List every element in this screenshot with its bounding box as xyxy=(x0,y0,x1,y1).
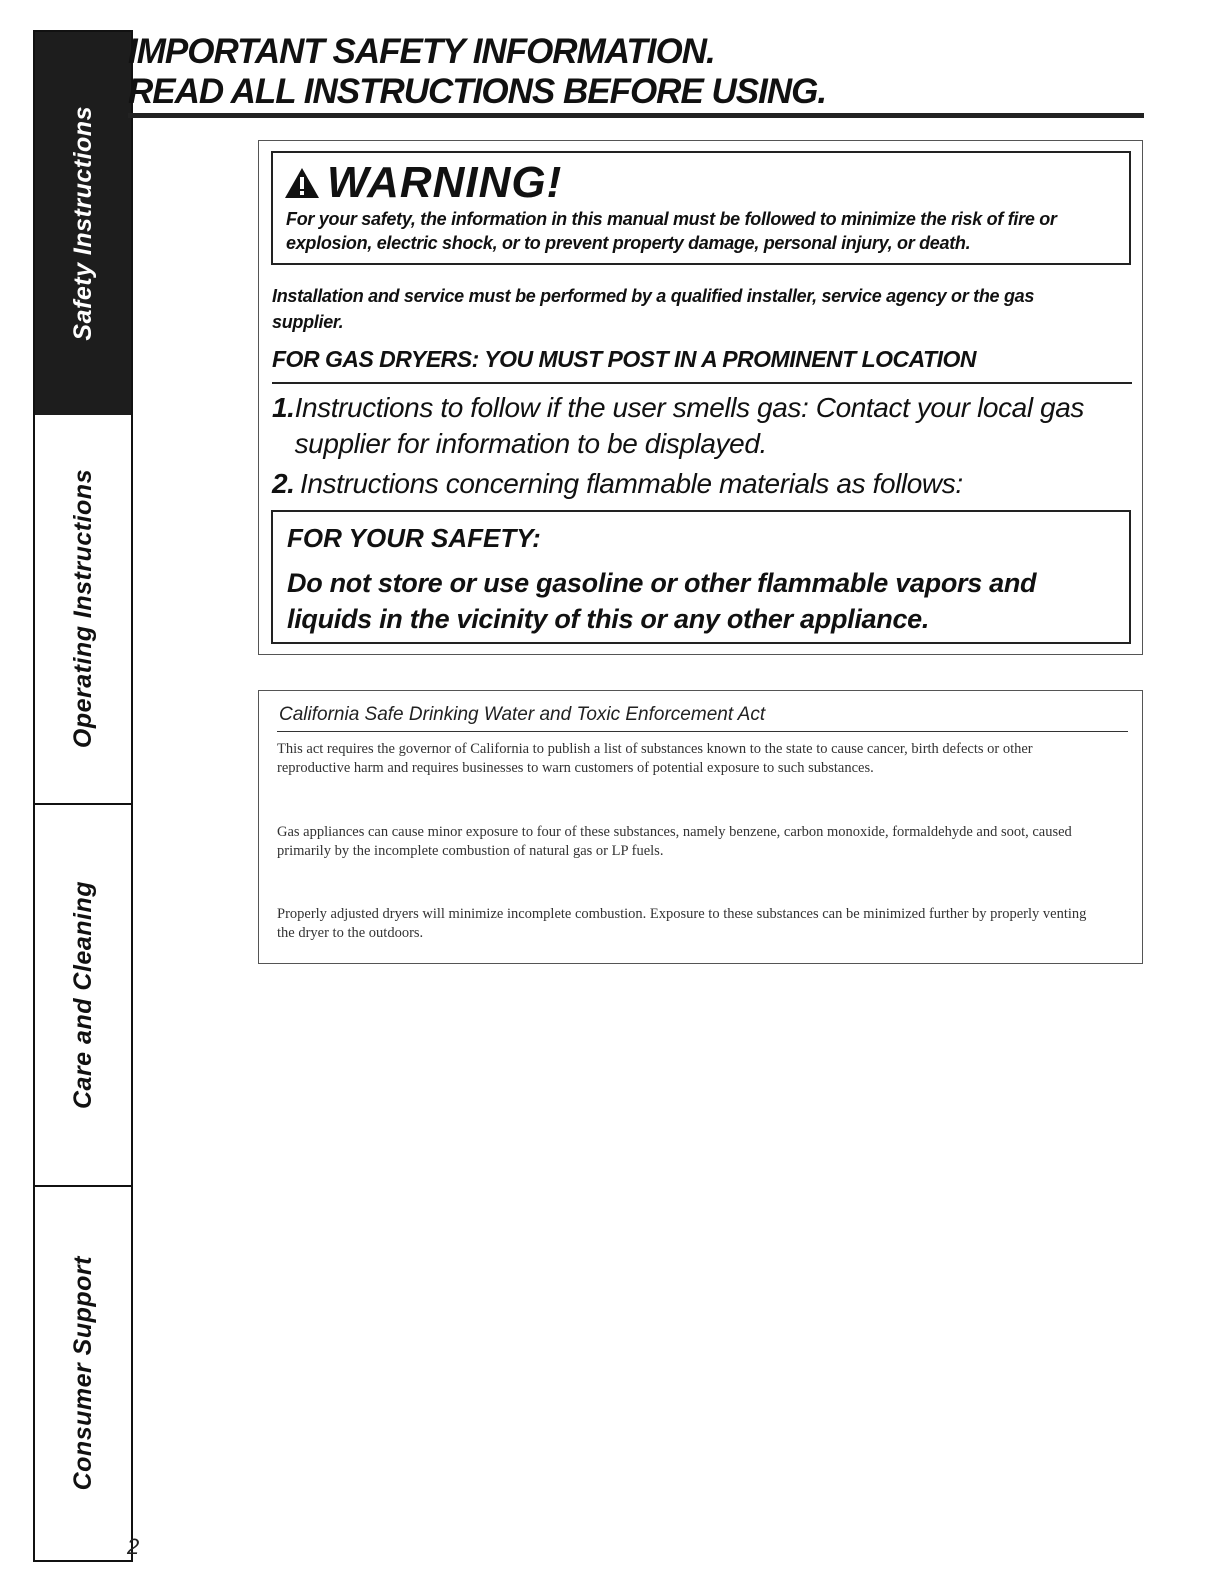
warning-title-text: WARNING! xyxy=(327,158,563,207)
tab-operating-instructions[interactable] xyxy=(35,415,131,805)
instructions-list xyxy=(272,390,1132,502)
tab-label: Care and Cleaning xyxy=(68,881,97,1109)
gas-dryers-heading: FOR GAS DRYERS: YOU MUST POST IN A PROMINENT LOCATION xyxy=(272,346,976,372)
safety-body: Do not store or use gasoline or other flammable vapors and liquids in the vicinity of this or any other appliance. xyxy=(287,568,1037,634)
warning-title xyxy=(283,158,562,208)
california-rule xyxy=(277,731,1128,732)
list-item xyxy=(272,466,1132,502)
safety-heading: FOR YOUR SAFETY: xyxy=(287,523,541,553)
item-number: 1. xyxy=(272,392,295,423)
installation-text: Installation and service must be performed by a qualified installer, service agency or the gas supplier. xyxy=(272,286,1035,332)
item-number: 2. xyxy=(272,468,295,499)
tab-consumer-support[interactable] xyxy=(35,1187,131,1560)
item-text: Instructions concerning flammable materials as follows: xyxy=(300,468,963,499)
california-title: California Safe Drinking Water and Toxic Enforcement Act xyxy=(279,704,766,725)
item-text: Instructions to follow if the user smells gas: Contact your local gas supplier for information to be displayed. xyxy=(294,392,1084,459)
tab-label: Safety Instructions xyxy=(68,106,97,341)
page-header xyxy=(128,32,1144,112)
header-line-2: READ ALL INSTRUCTIONS BEFORE USING. xyxy=(128,72,827,111)
header-rule xyxy=(128,113,1144,118)
california-paragraph: This act requires the governor of California to publish a list of substances known to the state to cause cancer, birth defects or other reproductive harm and requires businesses to warn customers of potential exposure to such substances. xyxy=(277,741,1033,776)
california-paragraph: Gas appliances can cause minor exposure to four of these substances, namely benzene, carbon monoxide, formaldehyde and soot, caused primarily by the incomplete combustion of natural gas or LP fuels. xyxy=(277,824,1072,859)
warning-triangle-icon xyxy=(283,166,321,200)
page-number: 2 xyxy=(127,1534,140,1559)
california-paragraph: Properly adjusted dryers will minimize incomplete combustion. Exposure to these substances can be minimized further by properly venting the dryer to the outdoors. xyxy=(277,906,1087,941)
side-tabs xyxy=(33,30,133,1562)
header-line-1: IMPORTANT SAFETY INFORMATION. xyxy=(128,32,715,71)
tab-label: Operating Instructions xyxy=(68,469,97,749)
list-item xyxy=(272,390,1132,462)
tab-label: Consumer Support xyxy=(68,1256,97,1491)
tab-safety-instructions[interactable] xyxy=(35,32,131,415)
warning-body: For your safety, the information in this manual must be followed to minimize the risk of fire or explosion, electric shock, or to prevent property damage, personal injury, or death. xyxy=(286,209,1057,253)
tab-care-and-cleaning[interactable] xyxy=(35,805,131,1187)
gas-heading-rule xyxy=(272,382,1132,384)
